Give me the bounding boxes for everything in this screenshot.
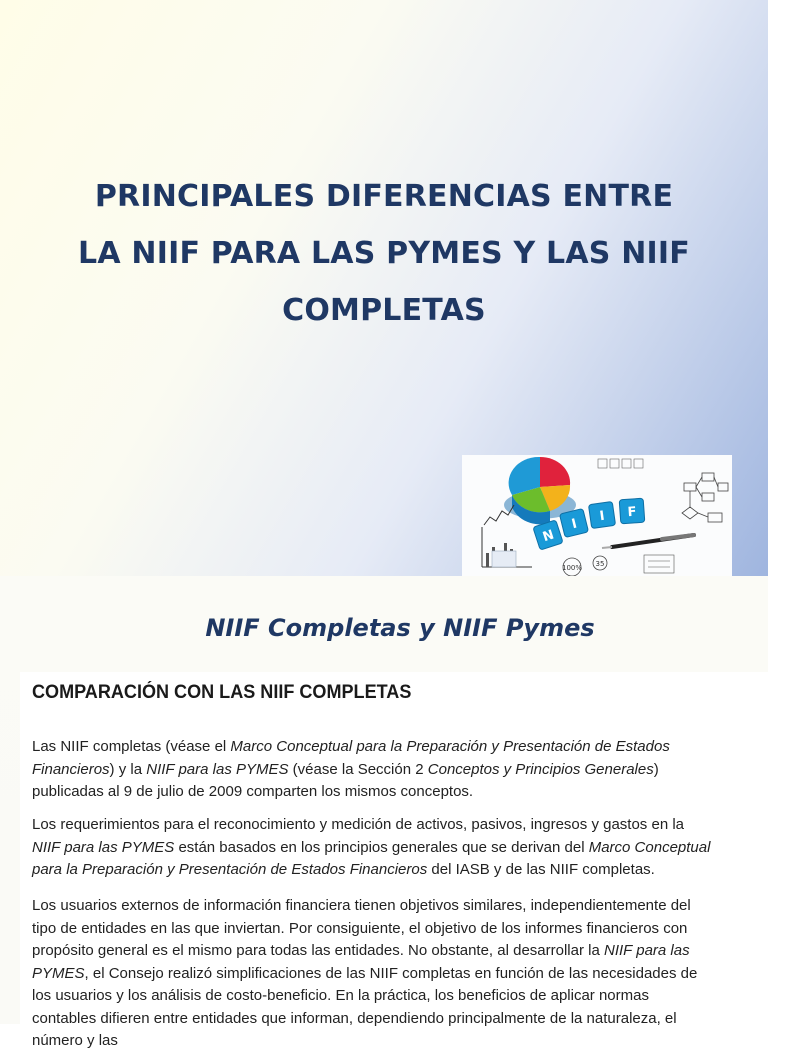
title-line-1: PRINCIPALES DIFERENCIAS ENTRE: [94, 179, 674, 214]
paragraph-2: Los requerimientos para el reconocimiento y medición de activos, pasivos, ingresos y gastos en la NIIF para las PYMES están basados en los principios generales que se derivan del Marco Conceptual para la Preparación y Presentación de Estados Financieros del IASB y de las NIIF completas.: [32, 816, 711, 878]
slide-subtitle: NIIF Completas y NIIF Pymes: [205, 614, 595, 642]
svg-text:I: I: [598, 508, 606, 525]
image-label-100: 100%: [561, 564, 583, 572]
paragraph-3: Los usuarios externos de información financiera tienen objetivos similares, independientemente del tipo de entidades en las que inviertan. Por consiguiente, el objetivo de los informes financieros con propósito general es el mismo para todas las entidades. No obstante, al desarrollar la NIIF para las PYMES, el Consejo realizó simplificaciones de las NIIF completas en función de las necesidades de los usuarios y los análisis de costo-beneficio. En la práctica, los beneficios de aplicar normas contables difieren entre entidades que informan, dependiendo principalmente de la naturaleza, el número y las: [32, 897, 698, 1049]
svg-text:N: N: [540, 527, 556, 546]
document-excerpt: [20, 672, 768, 1049]
comparison-slide: [0, 576, 768, 1049]
niif-illustration-image: [462, 455, 732, 576]
title-line-3: COMPLETAS: [282, 293, 486, 328]
niif-chart-illustration-icon: [462, 455, 732, 576]
paragraph-1: Las NIIF completas (véase el Marco Conceptual para la Preparación y Presentación de Estados Financieros) y la NIIF para las PYMES (véase la Sección 2 Conceptos y Principios Generales) publicadas al 9 de julio de 2009 comparten los mismos conceptos.: [32, 738, 670, 800]
title-line-2: LA NIIF PARA LAS PYMES Y LAS NIIF: [78, 236, 690, 271]
document-heading: COMPARACIÓN CON LAS NIIF COMPLETAS: [32, 682, 412, 703]
svg-text:F: F: [627, 504, 638, 521]
slide-title: [40, 168, 728, 339]
image-label-35: 35: [595, 560, 605, 568]
svg-text:I: I: [570, 516, 579, 533]
